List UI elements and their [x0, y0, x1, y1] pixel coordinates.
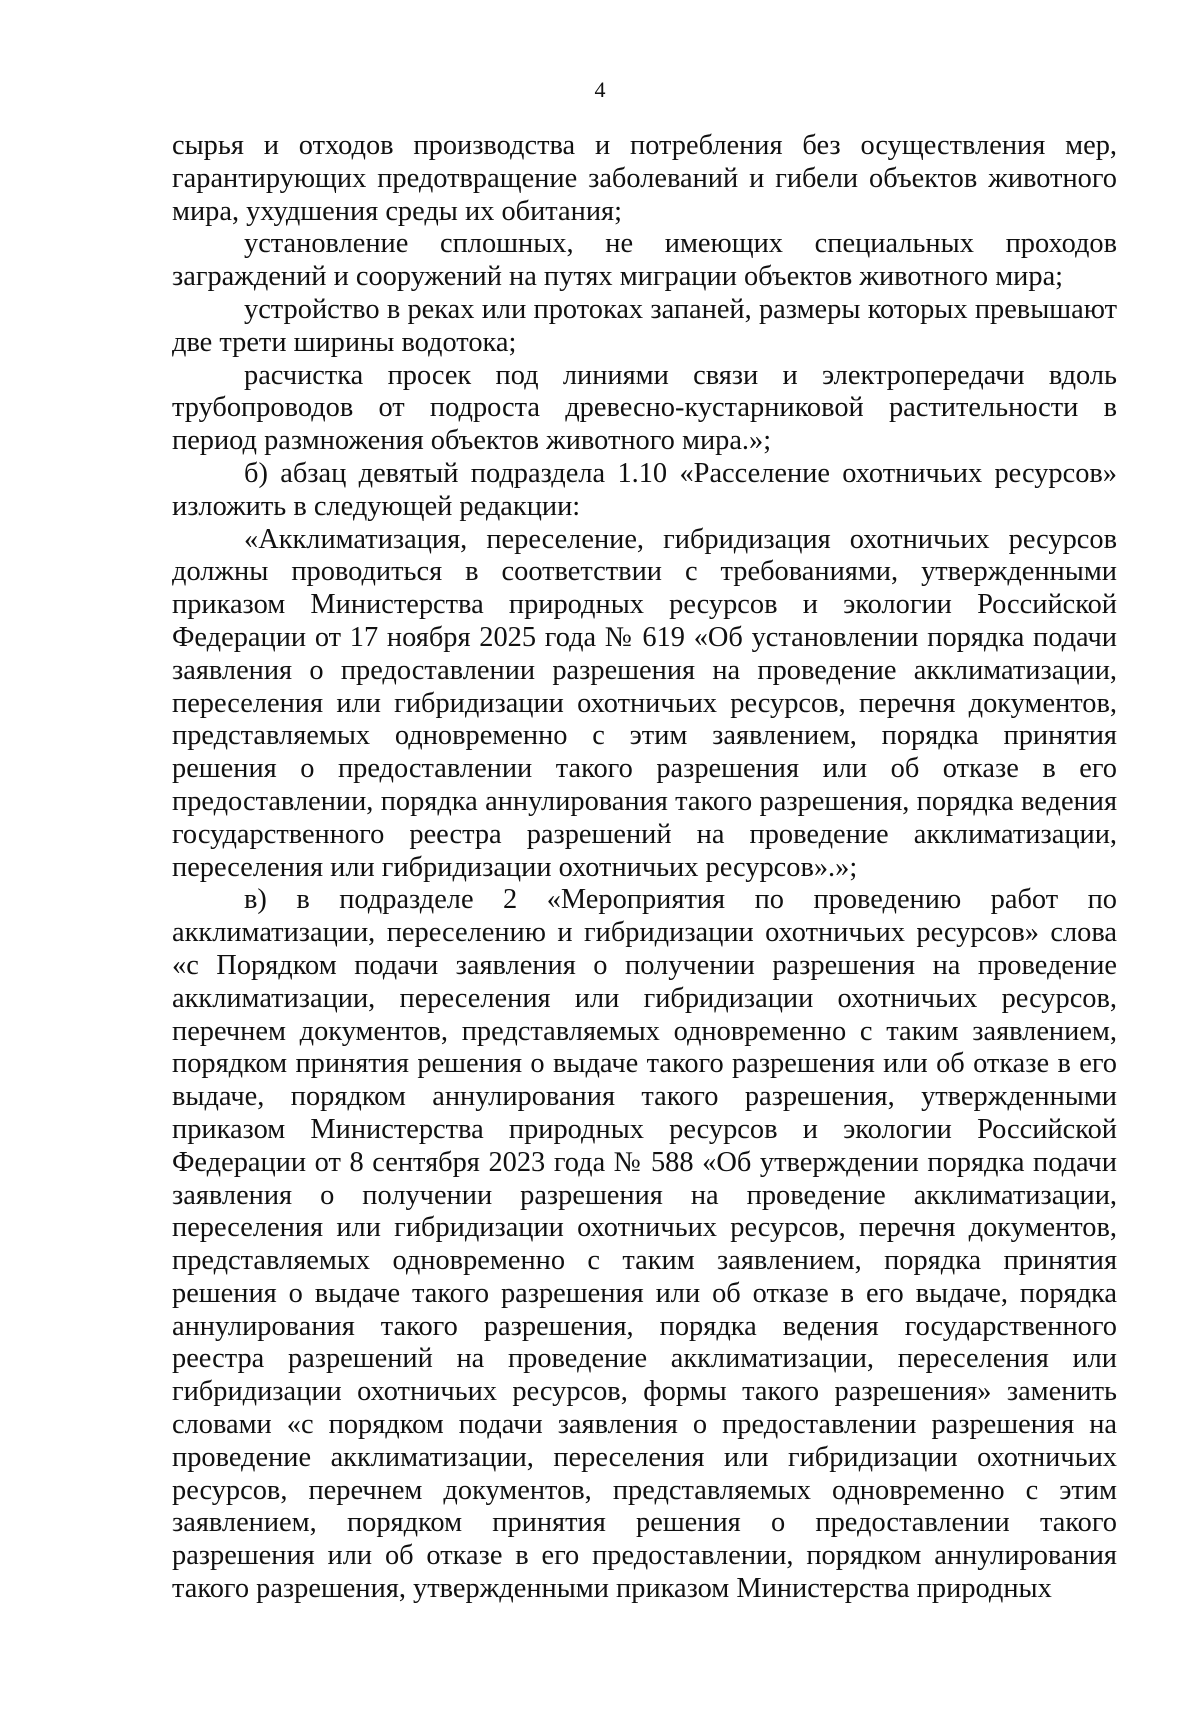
document-body: [172, 130, 1117, 1606]
paragraph-acclimatization-quote: «Акклиматизация, переселение, гибридизация охотничьих ресурсов должны проводиться в соответствии с требованиями, утвержденными приказом Министерства природных ресурсов и экологии Российской Федерации от 17 ноября 2025 года № 619 «Об установлении порядка подачи заявления о предоставлении разрешения на проведение акклиматизации, переселения или гибридизации охотничьих ресурсов, перечня документов, представляемых одновременно с этим заявлением, порядка принятия решения о предоставлении такого разрешения или об отказе в его предоставлении, порядка аннулирования такого разрешения, порядка ведения государственного реестра разрешений на проведение акклиматизации, переселения или гибридизации охотничьих ресурсов».»;: [172, 523, 1117, 883]
paragraph-item-v: в) в подразделе 2 «Мероприятия по проведению работ по акклиматизации, переселению и гибридизации охотничьих ресурсов» слова «с Порядком подачи заявления о получении разрешения на проведение акклиматизации, переселения или гибридизации охотничьих ресурсов, перечнем документов, представляемых одновременно с таким заявлением, порядком принятия решения о выдаче такого разрешения или об отказе в его выдаче, порядком аннулирования такого разрешения, утвержденными приказом Министерства природных ресурсов и экологии Российской Федерации от 8 сентября 2023 года № 588 «Об утверждении порядка подачи заявления о получении разрешения на проведение акклиматизации, переселения или гибридизации охотничьих ресурсов, перечня документов, представляемых одновременно с таким заявлением, порядка принятия решения о выдаче такого разрешения или об отказе в его выдаче, порядка аннулирования такого разрешения, порядка ведения государственного реестра разрешений на проведение акклиматизации, переселения или гибридизации охотничьих ресурсов, формы такого разрешения» заменить словами «с порядком подачи заявления о предоставлении разрешения на проведение акклиматизации, переселения или гибридизации охотничьих ресурсов, перечнем документов, представляемых одновременно с этим заявлением, порядком принятия решения о предоставлении такого разрешения или об отказе в его предоставлении, порядком аннулирования такого разрешения, утвержденными приказом Министерства природных: [172, 884, 1117, 1605]
paragraph-waste-continuation: сырья и отходов производства и потребления без осуществления мер, гарантирующих предотвращение заболеваний и гибели объектов животного мира, ухудшения среды их обитания;: [172, 130, 1117, 227]
paragraph-booms: устройство в реках или протоках запаней, размеры которых превышают две трети ширины водотока;: [172, 293, 1117, 358]
page-number: 4: [594, 77, 606, 102]
paragraph-item-b: б) абзац девятый подраздела 1.10 «Расселение охотничьих ресурсов» изложить в следующей редакции:: [172, 457, 1117, 522]
paragraph-barriers: установление сплошных, не имеющих специальных проходов заграждений и сооружений на путях миграции объектов животного мира;: [172, 228, 1117, 293]
paragraph-clearing: расчистка просек под линиями связи и электропередачи вдоль трубопроводов от подроста древесно-кустарниковой растительности в период размножения объектов животного мира.»;: [172, 359, 1117, 457]
